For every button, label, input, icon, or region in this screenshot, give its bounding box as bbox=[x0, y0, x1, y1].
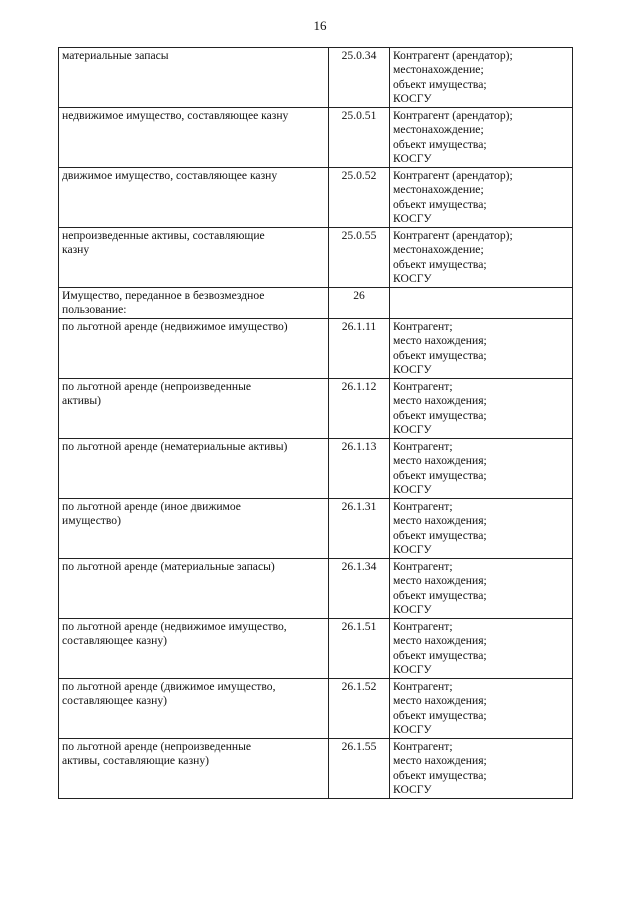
row-attributes-cell: Контрагент (арендатор); местонахождение; объект имущества; КОСГУ bbox=[390, 108, 573, 168]
table-row bbox=[59, 318, 573, 378]
row-name-cell: по льготной аренде (иное движимое имущество) bbox=[59, 498, 329, 558]
table-row bbox=[59, 228, 573, 288]
table-row bbox=[59, 498, 573, 558]
row-code-cell: 26.1.34 bbox=[329, 558, 390, 618]
page-number: 16 bbox=[313, 18, 327, 33]
row-code-cell: 26.1.12 bbox=[329, 378, 390, 438]
account-table bbox=[58, 47, 573, 799]
row-name-cell: недвижимое имущество, составляющее казну bbox=[59, 108, 329, 168]
row-name-cell: по льготной аренде (недвижимое имущество) bbox=[59, 318, 329, 378]
table-row bbox=[59, 48, 573, 108]
row-code-cell: 26.1.13 bbox=[329, 438, 390, 498]
row-attributes-cell: Контрагент; место нахождения; объект имущества; КОСГУ bbox=[390, 378, 573, 438]
row-attributes-cell: Контрагент (арендатор); местонахождение; объект имущества; КОСГУ bbox=[390, 48, 573, 108]
table-row bbox=[59, 438, 573, 498]
row-code-cell: 25.0.52 bbox=[329, 168, 390, 228]
row-attributes-cell: Контрагент; место нахождения; объект имущества; КОСГУ bbox=[390, 558, 573, 618]
row-attributes-cell bbox=[390, 288, 573, 319]
row-code-cell: 26.1.55 bbox=[329, 738, 390, 798]
table-row bbox=[59, 288, 573, 319]
row-code-cell: 26.1.52 bbox=[329, 678, 390, 738]
row-name-cell: по льготной аренде (недвижимое имущество, составляющее казну) bbox=[59, 618, 329, 678]
row-name-cell: Имущество, переданное в безвозмездное пользование: bbox=[59, 288, 329, 319]
row-attributes-cell: Контрагент; место нахождения; объект имущества; КОСГУ bbox=[390, 438, 573, 498]
table-body bbox=[59, 48, 573, 799]
table-row bbox=[59, 168, 573, 228]
table-row bbox=[59, 378, 573, 438]
row-code-cell: 26 bbox=[329, 288, 390, 319]
row-attributes-cell: Контрагент (арендатор); местонахождение; объект имущества; КОСГУ bbox=[390, 168, 573, 228]
table-row bbox=[59, 108, 573, 168]
row-name-cell: по льготной аренде (непроизведенные активы) bbox=[59, 378, 329, 438]
row-name-cell: непроизведенные активы, составляющие казну bbox=[59, 228, 329, 288]
table-row bbox=[59, 678, 573, 738]
row-code-cell: 25.0.34 bbox=[329, 48, 390, 108]
table-row bbox=[59, 738, 573, 798]
row-name-cell: движимое имущество, составляющее казну bbox=[59, 168, 329, 228]
row-code-cell: 26.1.31 bbox=[329, 498, 390, 558]
row-attributes-cell: Контрагент; место нахождения; объект имущества; КОСГУ bbox=[390, 318, 573, 378]
row-name-cell: по льготной аренде (непроизведенные активы, составляющие казну) bbox=[59, 738, 329, 798]
table-row bbox=[59, 558, 573, 618]
row-code-cell: 25.0.51 bbox=[329, 108, 390, 168]
row-attributes-cell: Контрагент; место нахождения; объект имущества; КОСГУ bbox=[390, 738, 573, 798]
row-attributes-cell: Контрагент; место нахождения; объект имущества; КОСГУ bbox=[390, 678, 573, 738]
row-name-cell: по льготной аренде (движимое имущество, составляющее казну) bbox=[59, 678, 329, 738]
row-name-cell: по льготной аренде (материальные запасы) bbox=[59, 558, 329, 618]
row-attributes-cell: Контрагент; место нахождения; объект имущества; КОСГУ bbox=[390, 618, 573, 678]
row-name-cell: материальные запасы bbox=[59, 48, 329, 108]
row-code-cell: 26.1.51 bbox=[329, 618, 390, 678]
row-name-cell: по льготной аренде (нематериальные активы) bbox=[59, 438, 329, 498]
row-code-cell: 26.1.11 bbox=[329, 318, 390, 378]
table-row bbox=[59, 618, 573, 678]
row-code-cell: 25.0.55 bbox=[329, 228, 390, 288]
row-attributes-cell: Контрагент; место нахождения; объект имущества; КОСГУ bbox=[390, 498, 573, 558]
row-attributes-cell: Контрагент (арендатор); местонахождение; объект имущества; КОСГУ bbox=[390, 228, 573, 288]
